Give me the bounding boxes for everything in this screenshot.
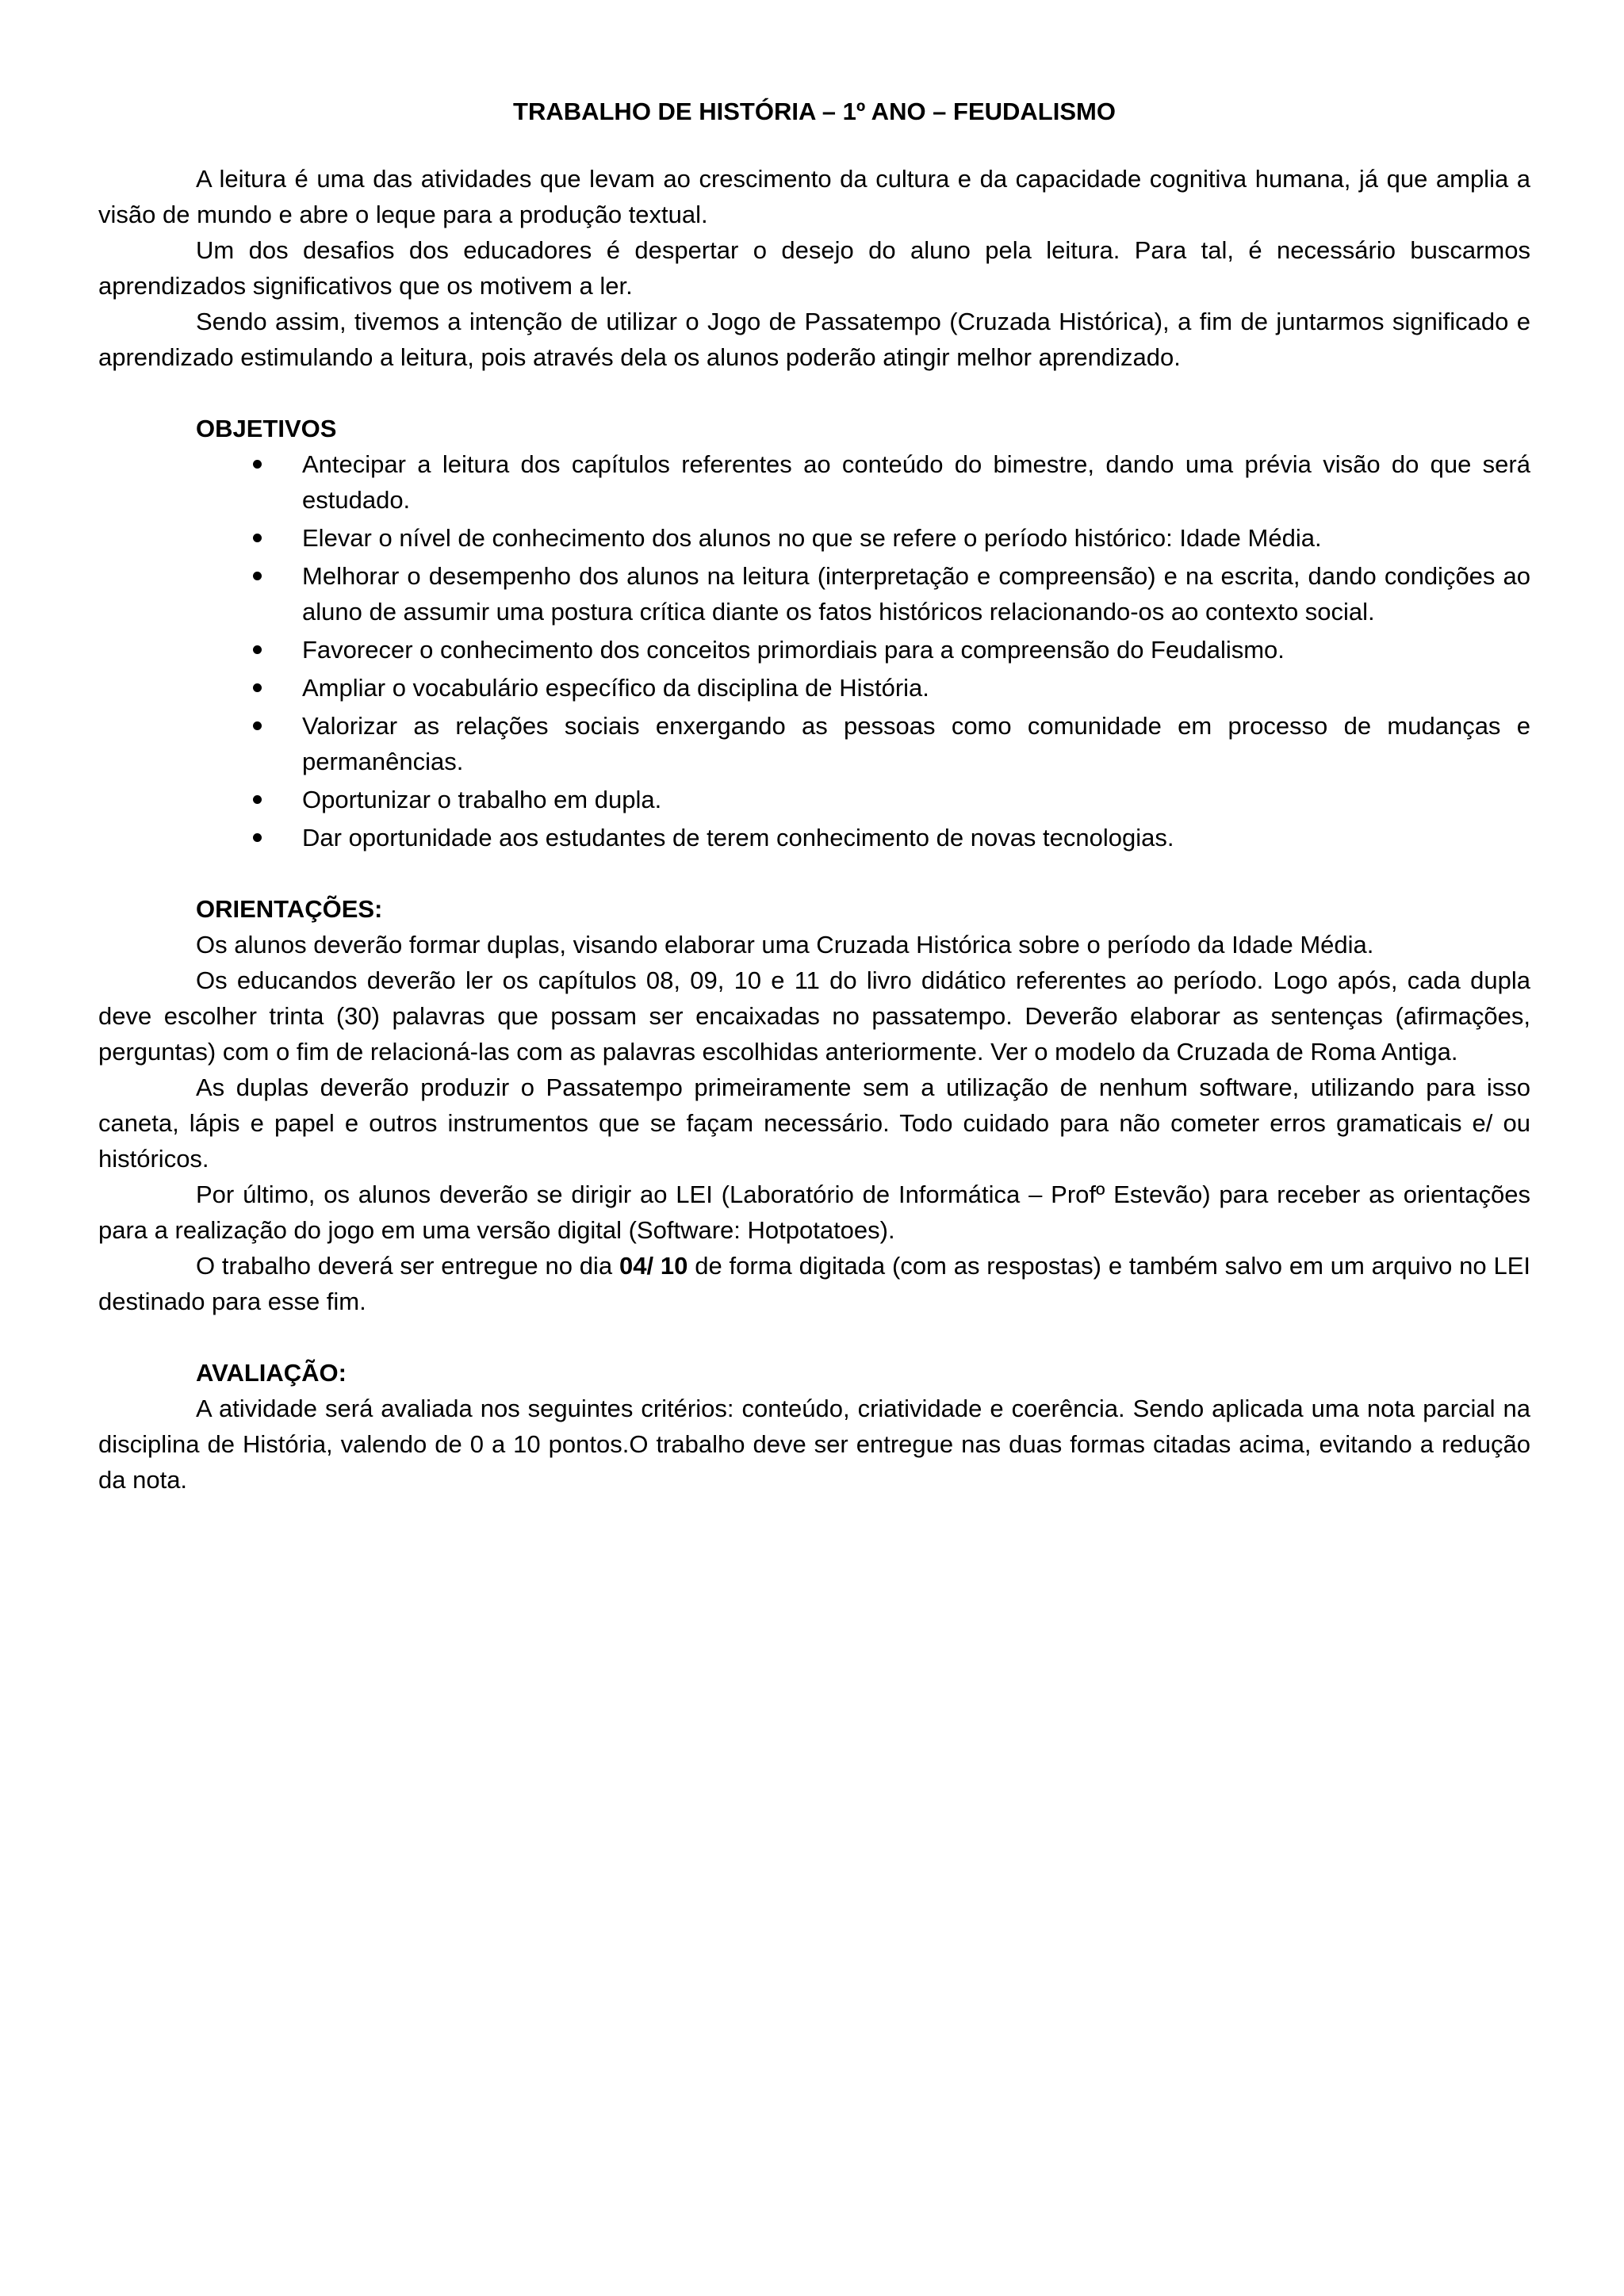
orientacoes-paragraph: Os educandos deverão ler os capítulos 08, 09, 10 e 11 do livro didático referentes ao período. Logo após, cada dupla deve escolher trinta (30) palavras que possam ser encaixadas no passatempo. Deverão elaborar as sentenças (afirmações, perguntas) com o fim de relacioná-las com as palavras escolhidas anteriormente. Ver o modelo da Cruzada de Roma Antiga. xyxy=(98,966,1530,1066)
list-item xyxy=(98,632,1530,668)
orientacoes-paragraph: Os alunos deverão formar duplas, visando elaborar uma Cruzada Histórica sobre o período da Idade Média. xyxy=(196,931,1374,959)
list-item-text: Dar oportunidade aos estudantes de terem conhecimento de novas tecnologias. xyxy=(302,824,1174,851)
document-body xyxy=(98,94,1530,1498)
list-item xyxy=(98,782,1530,817)
list-item-text: Oportunizar o trabalho em dupla. xyxy=(302,786,662,813)
objetivos-heading: OBJETIVOS xyxy=(196,415,337,442)
bullet-icon xyxy=(253,534,262,542)
list-item xyxy=(98,820,1530,855)
bullet-icon xyxy=(253,721,262,730)
intro-paragraph: Sendo assim, tivemos a intenção de utilizar o Jogo de Passatempo (Cruzada Histórica), a fim de juntarmos significado e aprendizado estimulando a leitura, pois através dela os alunos poderão atingir melhor aprendizado. xyxy=(98,308,1530,371)
page-title: TRABALHO DE HISTÓRIA – 1º ANO – FEUDALISMO xyxy=(513,98,1116,125)
avaliacao-paragraph: A atividade será avaliada nos seguintes critérios: conteúdo, criatividade e coerência. Sendo aplicada uma nota parcial na disciplina de História, valendo de 0 a 10 pontos.O trabalho deve ser entregue nas duas formas citadas acima, evitando a redução da nota. xyxy=(98,1395,1530,1494)
objetivos-list xyxy=(98,446,1530,855)
delivery-text-before: O trabalho deverá ser entregue no dia xyxy=(196,1252,619,1280)
list-item-text: Melhorar o desempenho dos alunos na leitura (interpretação e compreensão) e na escrita, dando condições ao aluno de assumir uma postura crítica diante os fatos históricos relacionando-os ao contexto social. xyxy=(302,562,1530,626)
list-item-text: Ampliar o vocabulário específico da disciplina de História. xyxy=(302,674,929,702)
orientacoes-heading: ORIENTAÇÕES: xyxy=(196,895,383,923)
list-item-text: Favorecer o conhecimento dos conceitos primordiais para a compreensão do Feudalismo. xyxy=(302,636,1285,664)
intro-paragraph: Um dos desafios dos educadores é despertar o desejo do aluno pela leitura. Para tal, é necessário buscarmos aprendizados significativos que os motivem a ler. xyxy=(98,236,1530,300)
list-item-text: Valorizar as relações sociais enxergando as pessoas como comunidade em processo de mudanças e permanências. xyxy=(302,712,1530,775)
list-item xyxy=(98,670,1530,706)
delivery-date: 04/ 10 xyxy=(619,1252,688,1280)
delivery-text-after: de forma digitada (com as respostas) e também salvo em um arquivo no LEI destinado para esse fim. xyxy=(98,1252,1530,1315)
list-item xyxy=(98,520,1530,556)
bullet-icon xyxy=(253,460,262,469)
orientacoes-paragraph: Por último, os alunos deverão se dirigir ao LEI (Laboratório de Informática – Profº Estevão) para receber as orientações para a realização do jogo em uma versão digital (Software: Hotpotatoes). xyxy=(98,1181,1530,1244)
bullet-icon xyxy=(253,795,262,804)
list-item-text: Antecipar a leitura dos capítulos referentes ao conteúdo do bimestre, dando uma prévia visão do que será estudado. xyxy=(302,450,1530,514)
delivery-paragraph xyxy=(98,1248,1530,1319)
intro-paragraph: A leitura é uma das atividades que levam ao crescimento da cultura e da capacidade cognitiva humana, já que amplia a visão de mundo e abre o leque para a produção textual. xyxy=(98,165,1530,228)
avaliacao-heading: AVALIAÇÃO: xyxy=(196,1359,347,1387)
bullet-icon xyxy=(253,645,262,654)
list-item xyxy=(98,446,1530,518)
bullet-icon xyxy=(253,572,262,580)
list-item xyxy=(98,708,1530,779)
list-item-text: Elevar o nível de conhecimento dos alunos no que se refere o período histórico: Idade Média. xyxy=(302,524,1322,552)
bullet-icon xyxy=(253,833,262,842)
list-item xyxy=(98,558,1530,629)
orientacoes-paragraph: As duplas deverão produzir o Passatempo primeiramente sem a utilização de nenhum software, utilizando para isso caneta, lápis e papel e outros instrumentos que se façam necessário. Todo cuidado para não cometer erros gramaticais e/ ou históricos. xyxy=(98,1073,1530,1173)
bullet-icon xyxy=(253,683,262,692)
